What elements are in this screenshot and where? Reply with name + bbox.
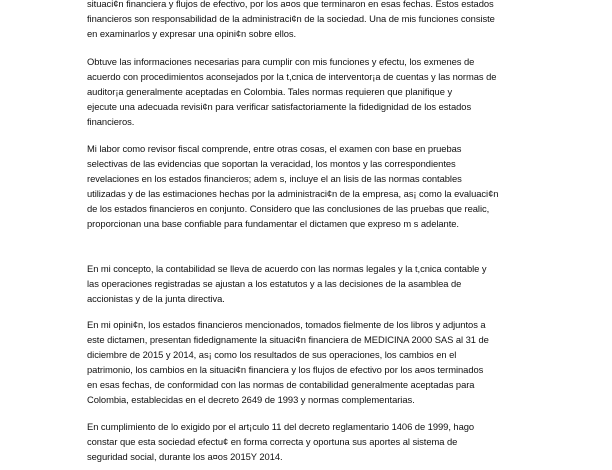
- text-line: las operaciones registradas se ajustan a los estatutos y a las decisiones de la asamblea de: [87, 278, 462, 289]
- text-line: accionistas y de la junta directiva.: [87, 293, 225, 304]
- text-line: En mi concepto, la contabilidad se lleva de acuerdo con las normas legales y la t,cnica contable y: [87, 263, 487, 274]
- paragraph-accounting-concept: [87, 261, 547, 306]
- text-line: financieros.: [87, 116, 135, 127]
- text-line: En cumplimiento de lo exigido por el art¡culo 11 del decreto reglamentario 1406 de 1999, hago: [87, 421, 475, 432]
- text-line: patrimonio, los cambios en la situaci¢n financiera y los flujos de efectivo por los a¤os terminados: [87, 364, 484, 375]
- text-line: diciembre de 2015 y 2014, as¡ como los resultados de sus operaciones, los cambios en el: [87, 349, 457, 360]
- text-line: revelaciones en los estados financieros; adem s, incluye el an lisis de las normas contables: [87, 173, 462, 184]
- paragraph-audit-procedures: [87, 54, 547, 129]
- text-line: constar que esta sociedad efectu¢ en forma correcta y oportuna sus aportes al sistema de: [87, 436, 458, 447]
- text-line: situaci¢n financiera y flujos de efectivo, por los a¤os que terminaron en esas fechas. Estos estados: [87, 0, 494, 9]
- paragraph-fiscal-review-scope: [87, 141, 547, 231]
- text-line: seguridad social, durante los a¤os 2015Y 2014.: [87, 451, 283, 462]
- text-line: ejecute una adecuada revisi¢n para verificar satisfactoriamente la fidedignidad de los estados: [87, 101, 472, 112]
- text-line: este dictamen, presentan fidedignamente la situaci¢n financiera de MEDICINA 2000 SAS al 31 de: [87, 334, 489, 345]
- text-line: en esas fechas, de conformidad con las normas de contabilidad generalmente aceptadas para: [87, 379, 475, 390]
- text-line: financieros son responsabilidad de la administraci¢n de la sociedad. Una de mis funciones consiste: [87, 13, 495, 24]
- paragraph-financial-statements-intro: [87, 0, 547, 41]
- text-line: Mi labor como revisor fiscal comprende, entre otras cosas, el examen con base en pruebas: [87, 143, 462, 154]
- text-line: de los estados financieros en conjunto. Considero que las conclusiones de las pruebas que realic,: [87, 203, 490, 214]
- text-line: En mi opini¢n, los estados financieros mencionados, tomados fielmente de los libros y adjuntos a: [87, 319, 486, 330]
- paragraph-audit-opinion: [87, 317, 547, 407]
- text-line: utilizadas y de las estimaciones hechas por la administraci¢n de la empresa, as¡ como la evaluaci¢n: [87, 188, 499, 199]
- text-line: Colombia, establecidas en el decreto 2649 de 1993 y normas complementarias.: [87, 394, 415, 405]
- text-line: proporcionan una base confiable para fundamentar el dictamen que expreso m s adelante.: [87, 218, 459, 229]
- text-line: acuerdo con procedimientos aconsejados por la t,cnica de interventor¡a de cuentas y las normas de: [87, 71, 497, 82]
- paragraph-social-security-compliance: [87, 419, 547, 464]
- text-line: Obtuve las informaciones necesarias para cumplir con mis funciones y efectu, los exmenes de: [87, 56, 475, 67]
- text-line: selectivas de las evidencias que soportan la veracidad, los montos y las correspondientes: [87, 158, 456, 169]
- text-line: auditor¡a generalmente aceptadas en Colombia. Tales normas requieren que planifique y: [87, 86, 453, 97]
- text-line: en examinarlos y expresar una opini¢n sobre ellos.: [87, 28, 297, 39]
